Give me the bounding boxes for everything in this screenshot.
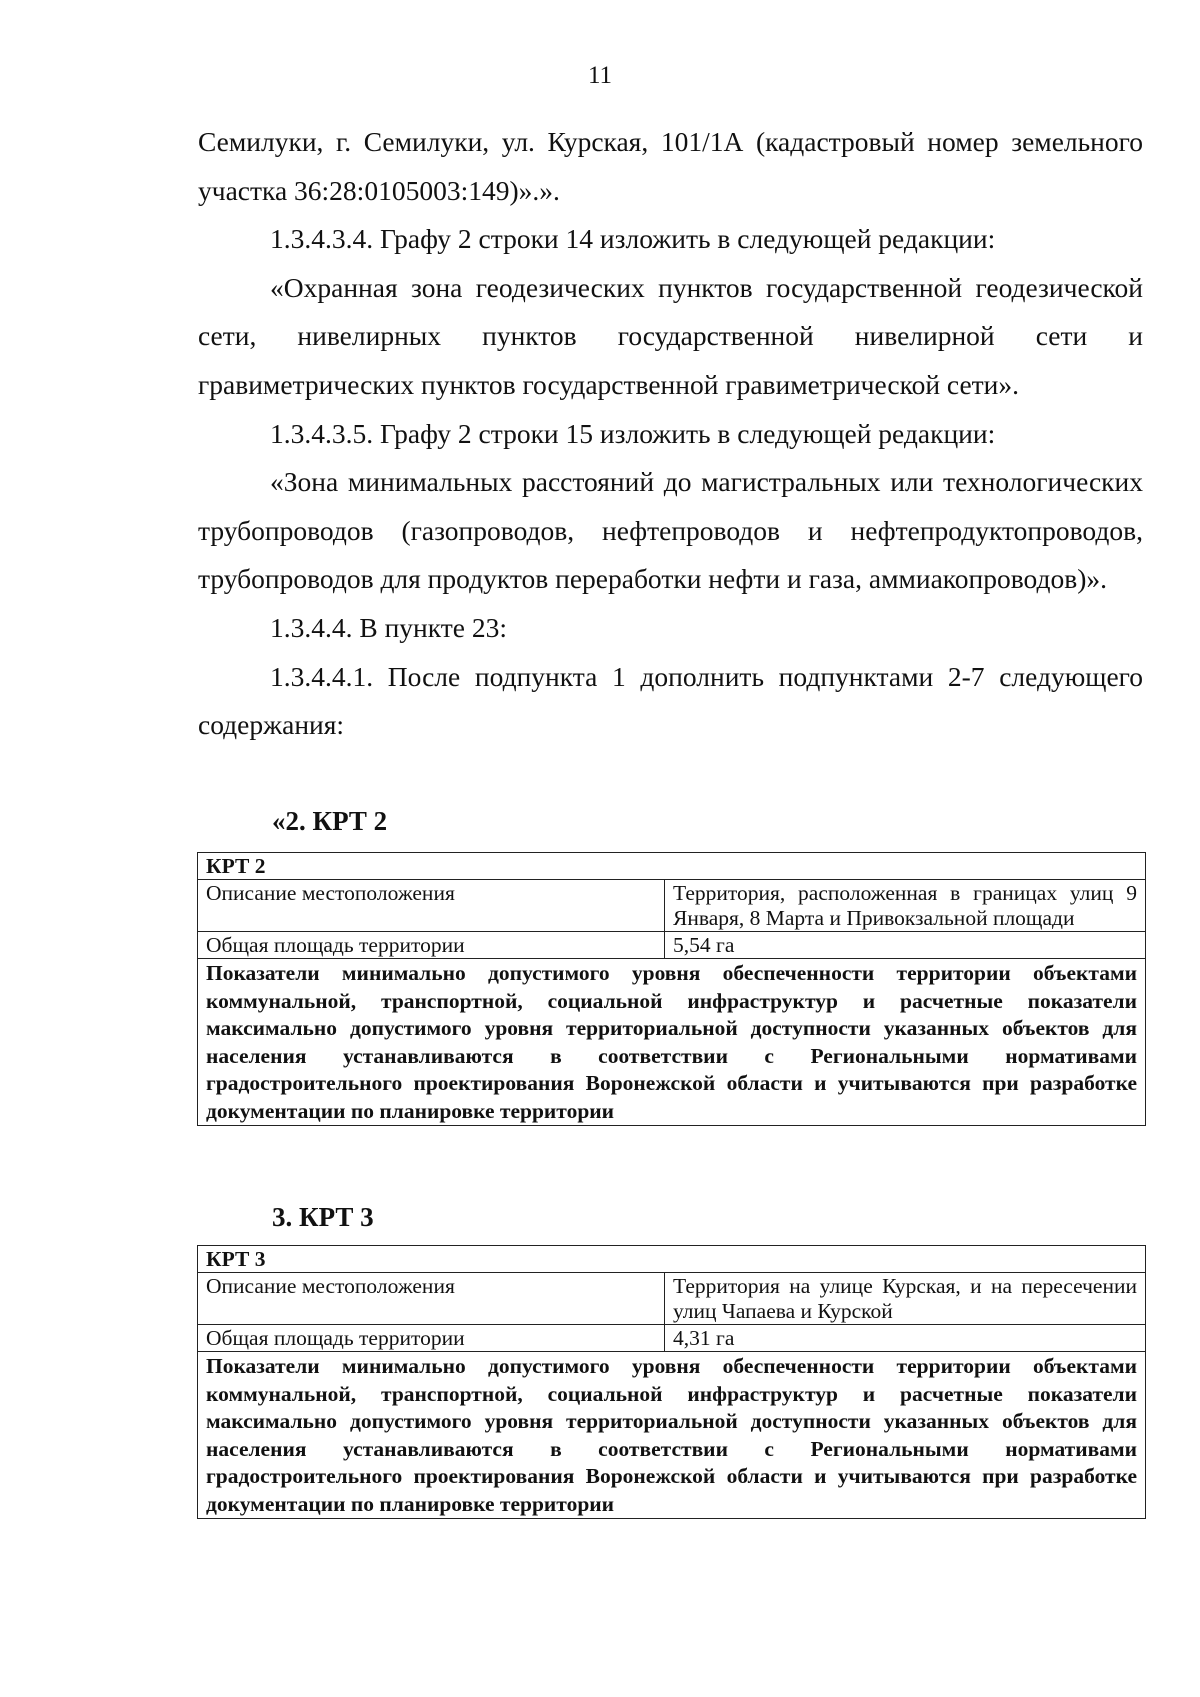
krt3-heading: 3. КРТ 3 — [272, 1202, 374, 1232]
krt2-location-label: Описание местоположения — [198, 880, 665, 932]
paragraph-subitems: 1.3.4.4.1. После подпункта 1 дополнить подпунктами 2-7 следующего содержания: — [198, 660, 1143, 741]
table-row — [198, 880, 1146, 932]
paragraph-row15-text: «Зона минимальных расстояний до магистральных или технологических трубопроводов (газопроводов, нефтепроводов и нефтепродуктопроводов, трубопроводов для продуктов переработки нефти и газа, аммиакопроводов)». — [198, 466, 1143, 595]
paragraph-row14-text: «Охранная зона геодезических пунктов государственной геодезической сети, нивелирных пунктов государственной нивелирной сети и гравиметрических пунктов государственной гравиметрической сети». — [198, 271, 1143, 400]
paragraph-row14-instruction: 1.3.4.3.4. Графу 2 строки 14 изложить в следующей редакции: — [270, 223, 996, 255]
document-body — [198, 118, 1143, 750]
krt3-indicators: Показатели минимально допустимого уровня обеспеченности территории объектами коммунальной, транспортной, социальной инфраструктур и расчетные показатели максимально допустимого уровня территориальной доступности указанных объектов для населения устанавливаются в соответствии с Региональными нормативами градостроительного проектирования Воронежской области и учитываются при разработке документации по планировке территории — [198, 1352, 1146, 1519]
table-row — [198, 1325, 1146, 1352]
page-number: 11 — [587, 62, 613, 89]
table-row — [198, 1246, 1146, 1273]
krt3-location-value: Территория на улице Курская, и на пересечении улиц Чапаева и Курской — [665, 1273, 1146, 1325]
krt2-location-value: Территория, расположенная в границах улиц 9 Января, 8 Марта и Привокзальной площади — [665, 880, 1146, 932]
krt2-area-value: 5,54 га — [665, 932, 1146, 959]
krt3-location-label: Описание местоположения — [198, 1273, 665, 1325]
table-row — [198, 1352, 1146, 1519]
table-row — [198, 1273, 1146, 1325]
krt3-area-label: Общая площадь территории — [198, 1325, 665, 1352]
krt2-table — [197, 852, 1146, 1126]
krt3-table — [197, 1245, 1146, 1519]
krt3-table-title: КРТ 3 — [198, 1246, 1146, 1273]
krt2-heading: «2. КРТ 2 — [272, 806, 388, 836]
krt2-indicators: Показатели минимально допустимого уровня обеспеченности территории объектами коммунальной, транспортной, социальной инфраструктур и расчетные показатели максимально допустимого уровня территориальной доступности указанных объектов для населения устанавливаются в соответствии с Региональными нормативами градостроительного проектирования Воронежской области и учитываются при разработке документации по планировке территории — [198, 959, 1146, 1126]
paragraph-address: Семилуки, г. Семилуки, ул. Курская, 101/1А (кадастровый номер земельного участка 36:28:0105003:149)».». — [198, 126, 1143, 206]
paragraph-row15-instruction: 1.3.4.3.5. Графу 2 строки 15 изложить в следующей редакции: — [270, 417, 996, 449]
krt3-area-value: 4,31 га — [665, 1325, 1146, 1352]
table-row — [198, 932, 1146, 959]
table-row — [198, 853, 1146, 880]
krt2-table-title: КРТ 2 — [198, 853, 1146, 880]
table-row — [198, 959, 1146, 1126]
paragraph-item23: 1.3.4.4. В пункте 23: — [270, 611, 508, 643]
krt2-area-label: Общая площадь территории — [198, 932, 665, 959]
